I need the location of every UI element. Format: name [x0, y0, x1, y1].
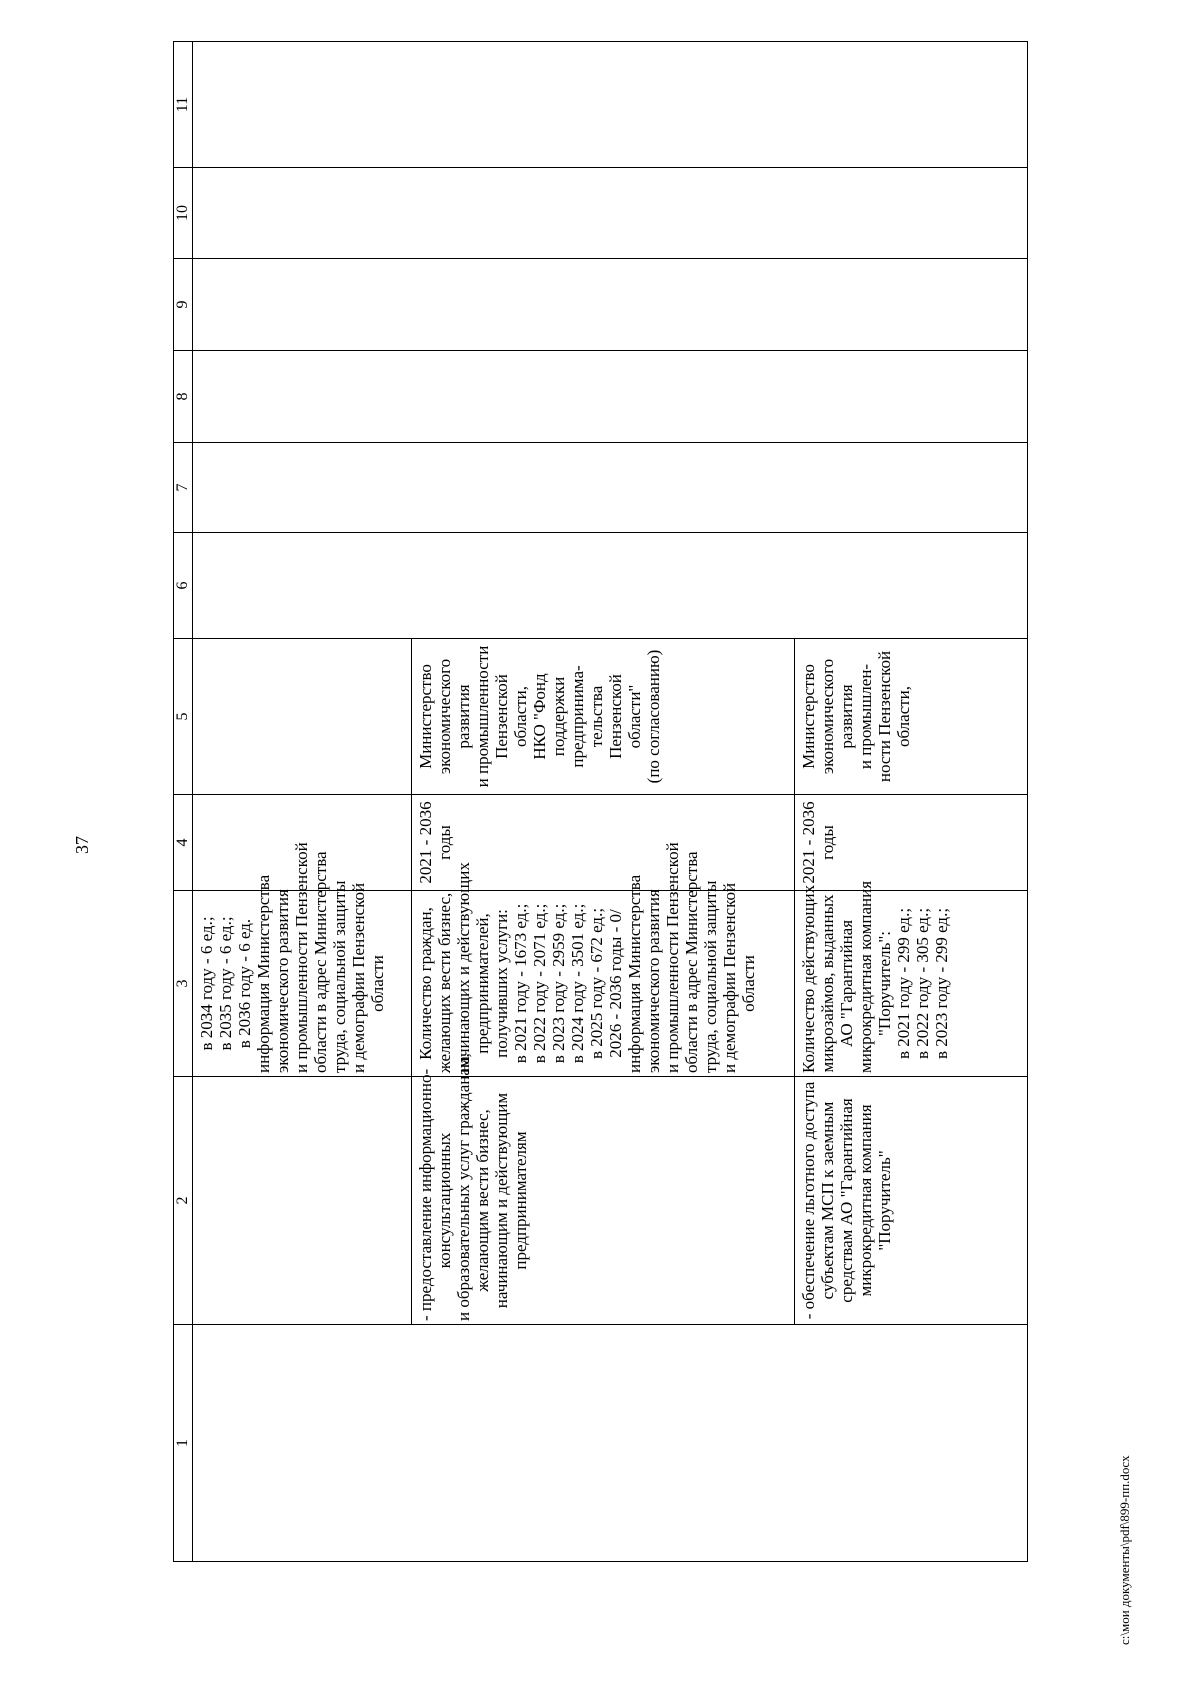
text-line: предпринимателям — [511, 1131, 530, 1270]
measure-description — [795, 1077, 1028, 1325]
text-line: поддержки — [549, 676, 568, 757]
text-line: в 2025 году - 672 ед.; — [587, 907, 606, 1060]
text-line: АО "Гарантийная — [837, 919, 856, 1048]
program-table — [173, 41, 1028, 1562]
responsible-cell — [795, 639, 1028, 795]
col2-cell — [193, 1077, 412, 1325]
text-line: микрокредитная компания — [856, 1104, 875, 1297]
table-row — [193, 42, 412, 1562]
text-line: Министерство — [416, 664, 435, 769]
text-line: экономического — [435, 658, 454, 775]
text-line: области, — [894, 685, 913, 748]
text-line: 2021 - 2036 — [799, 801, 818, 884]
column-number: 1 — [174, 1325, 193, 1562]
text-line: средствам АО "Гарантийная — [837, 1098, 856, 1303]
col7-cell — [193, 443, 1028, 533]
text-line: в 2021 году - 299 ед.; — [894, 907, 913, 1060]
text-line: труда, социальной защиты — [701, 880, 720, 1073]
column-number: 6 — [174, 533, 193, 639]
text-line: Пензенской — [606, 674, 625, 759]
text-line: "Поручитель": — [875, 931, 894, 1037]
text-line: желающим вести бизнес, — [473, 1109, 492, 1292]
text-line: области в адрес Министерства — [682, 851, 701, 1073]
text-line: области — [368, 955, 387, 1012]
col6-cell — [193, 533, 1028, 639]
col8-cell — [193, 351, 1028, 443]
text-line: в 2022 году - 305 ед.; — [913, 907, 932, 1060]
text-line: Министерство — [799, 664, 818, 769]
text-line: информация Министерства — [625, 874, 644, 1073]
text-line: 2026 - 2036 годы - 0/ — [606, 909, 625, 1058]
col3-cell — [193, 842, 412, 1077]
text-line: начинающим и действующим — [492, 1092, 511, 1309]
text-line: в 2035 году - 6 ед.; — [216, 916, 235, 1051]
text-line: в 2022 году - 2071 ед.; — [530, 903, 549, 1064]
column-number: 3 — [174, 891, 193, 1077]
text-line: (по согласованию) — [644, 649, 663, 784]
footer-file-path: c:\мои документы\pdf\899-пп.docx — [1117, 1455, 1132, 1645]
text-line: Количество действующих — [799, 884, 818, 1073]
text-line: области в адрес Министерства — [311, 851, 330, 1073]
column-number: 4 — [174, 795, 193, 891]
indicator-description — [795, 880, 1028, 1077]
text-line: труда, социальной защиты — [330, 880, 349, 1073]
text-line: ности Пензенской — [875, 650, 894, 783]
text-line: экономического развития — [273, 889, 292, 1073]
text-line: Количество граждан, — [416, 907, 435, 1060]
text-line: и демографии Пензенской — [349, 882, 368, 1073]
text-line: - обеспечение льготного доступа — [799, 1081, 818, 1320]
text-line: экономического развития — [644, 889, 663, 1073]
column-number: 8 — [174, 351, 193, 443]
text-line: области, — [511, 685, 530, 748]
col9-cell — [193, 259, 1028, 351]
column-number: 9 — [174, 259, 193, 351]
text-line: в 2034 году - 6 ед.; — [197, 916, 216, 1051]
text-line: микрозаймов, выданных — [818, 894, 837, 1073]
column-number: 10 — [174, 168, 193, 259]
text-line: начинающих и действующих — [454, 862, 473, 1073]
column-number: 11 — [174, 42, 193, 168]
text-line: и промышленности — [473, 645, 492, 788]
col10-cell — [193, 168, 1028, 259]
col1-cell — [193, 1325, 1028, 1562]
text-line: тельства — [587, 685, 606, 748]
text-line: в 2023 году - 2959 ед.; — [549, 903, 568, 1064]
text-line: субъектам МСП к заемным — [818, 1101, 837, 1300]
text-line: и образовательных услуг гражданам, — [454, 1053, 473, 1321]
column-number-row — [174, 42, 193, 1562]
text-line: в 2023 году - 299 ед.; — [932, 907, 951, 1060]
text-line: и демографии Пензенской — [720, 882, 739, 1073]
text-line: развития — [837, 684, 856, 749]
measure-description — [412, 1053, 795, 1325]
column-number: 2 — [174, 1077, 193, 1325]
text-line: получивших услуги: — [492, 909, 511, 1058]
text-line: и промышленности Пензенской — [292, 842, 311, 1073]
text-line: и промышлен- — [856, 663, 875, 770]
text-line: в 2036 году - 6 ед. — [235, 918, 254, 1049]
column-number: 7 — [174, 443, 193, 533]
text-line: области" — [625, 684, 644, 749]
text-line: консультационных — [435, 1132, 454, 1269]
text-line: микрокредитная компания — [856, 880, 875, 1073]
text-line: области — [739, 955, 758, 1012]
text-line: в 2024 году - 3501 ед.; — [568, 903, 587, 1064]
text-line: в 2021 году - 1673 ед.; — [511, 903, 530, 1064]
text-line: - предоставление информационно- — [416, 1068, 435, 1321]
text-line: 2021 - 2036 — [416, 801, 435, 884]
col5-cell — [193, 639, 412, 795]
text-line: предпринима- — [568, 665, 587, 768]
col11-cell — [193, 42, 1028, 168]
text-line: годы — [818, 825, 837, 860]
text-line: и промышленности Пензенской — [663, 842, 682, 1073]
column-number: 5 — [174, 639, 193, 795]
responsible-cell — [412, 639, 795, 795]
text-line: предпринимателей, — [473, 913, 492, 1054]
period-cell — [795, 795, 1028, 891]
text-line: "Поручитель" — [875, 1150, 894, 1251]
page-number: 37 — [72, 836, 92, 854]
text-line: информация Министерства — [254, 874, 273, 1073]
text-line: годы — [435, 825, 454, 860]
text-line: Пензенской — [492, 674, 511, 759]
text-line: экономического — [818, 658, 837, 775]
text-line: развития — [454, 684, 473, 749]
text-line: НКО "Фонд — [530, 673, 549, 760]
text-line: желающих вести бизнес, — [435, 892, 454, 1073]
